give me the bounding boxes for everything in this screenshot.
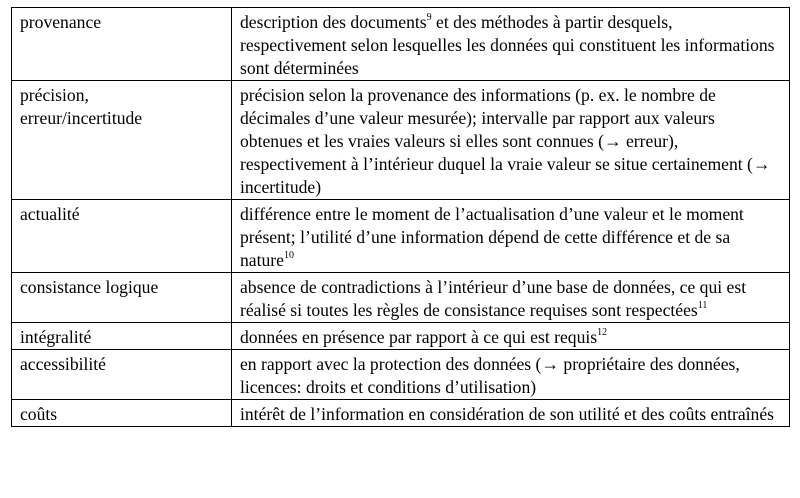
description-cell xyxy=(232,273,790,323)
term-cell xyxy=(12,350,232,400)
term-label: coûts xyxy=(20,404,58,424)
table-row xyxy=(12,323,790,350)
table-body xyxy=(12,8,790,427)
term-label: consistance logique xyxy=(20,277,159,297)
table-row xyxy=(12,350,790,400)
table-row xyxy=(12,200,790,273)
footnote-ref: 11 xyxy=(697,300,708,312)
table-row xyxy=(12,400,790,427)
footnote-ref: 9 xyxy=(426,12,432,24)
description-cell xyxy=(232,350,790,400)
quality-criteria-table xyxy=(11,7,790,427)
term-label: précision, xyxy=(20,85,89,105)
term-label: erreur/incertitude xyxy=(20,108,143,128)
description-cell xyxy=(232,323,790,350)
term-cell xyxy=(12,273,232,323)
description-cell xyxy=(232,400,790,427)
description-text: précision selon la provenance des informations (p. ex. le nombre de décimales d’une valeur mesurée); intervalle par rapport aux valeurs obtenues et les vraies valeurs si elles sont connues (→ erreur), respectivement à l’intérieur duquel la vraie valeur se situe certainement (→ incertitude) xyxy=(240,85,771,197)
term-label: provenance xyxy=(20,12,102,32)
description-text: et des méthodes à partir desquels, respectivement selon lesquelles les données qui constituent les informations sont déterminées xyxy=(240,12,775,78)
description-text: intérêt de l’information en considération de son utilité et des coûts entraînés xyxy=(240,404,775,424)
description-cell xyxy=(232,81,790,200)
description-text: absence de contradictions à l’intérieur d’une base de données, ce qui est réalisé si toutes les règles de consistance requises sont respectées xyxy=(240,277,747,320)
term-cell xyxy=(12,400,232,427)
description-text: différence entre le moment de l’actualisation d’une valeur et le moment présent; l’utilité d’une information dépend de cette différence et de sa nature xyxy=(240,204,744,270)
term-cell xyxy=(12,200,232,273)
table-row xyxy=(12,81,790,200)
term-label: accessibilité xyxy=(20,354,106,374)
description-cell xyxy=(232,200,790,273)
table-row xyxy=(12,8,790,81)
term-label: intégralité xyxy=(20,327,92,347)
description-text: en rapport avec la protection des données (→ propriétaire des données, licences: droits et conditions d’utilisation) xyxy=(240,354,740,397)
footnote-ref: 10 xyxy=(283,250,294,262)
description-text: description des documents xyxy=(240,12,427,32)
term-cell xyxy=(12,8,232,81)
term-label: actualité xyxy=(20,204,80,224)
description-cell xyxy=(232,8,790,81)
table-row xyxy=(12,273,790,323)
term-cell xyxy=(12,323,232,350)
footnote-ref: 12 xyxy=(597,327,608,339)
description-text: données en présence par rapport à ce qui est requis xyxy=(240,327,598,347)
term-cell xyxy=(12,81,232,200)
